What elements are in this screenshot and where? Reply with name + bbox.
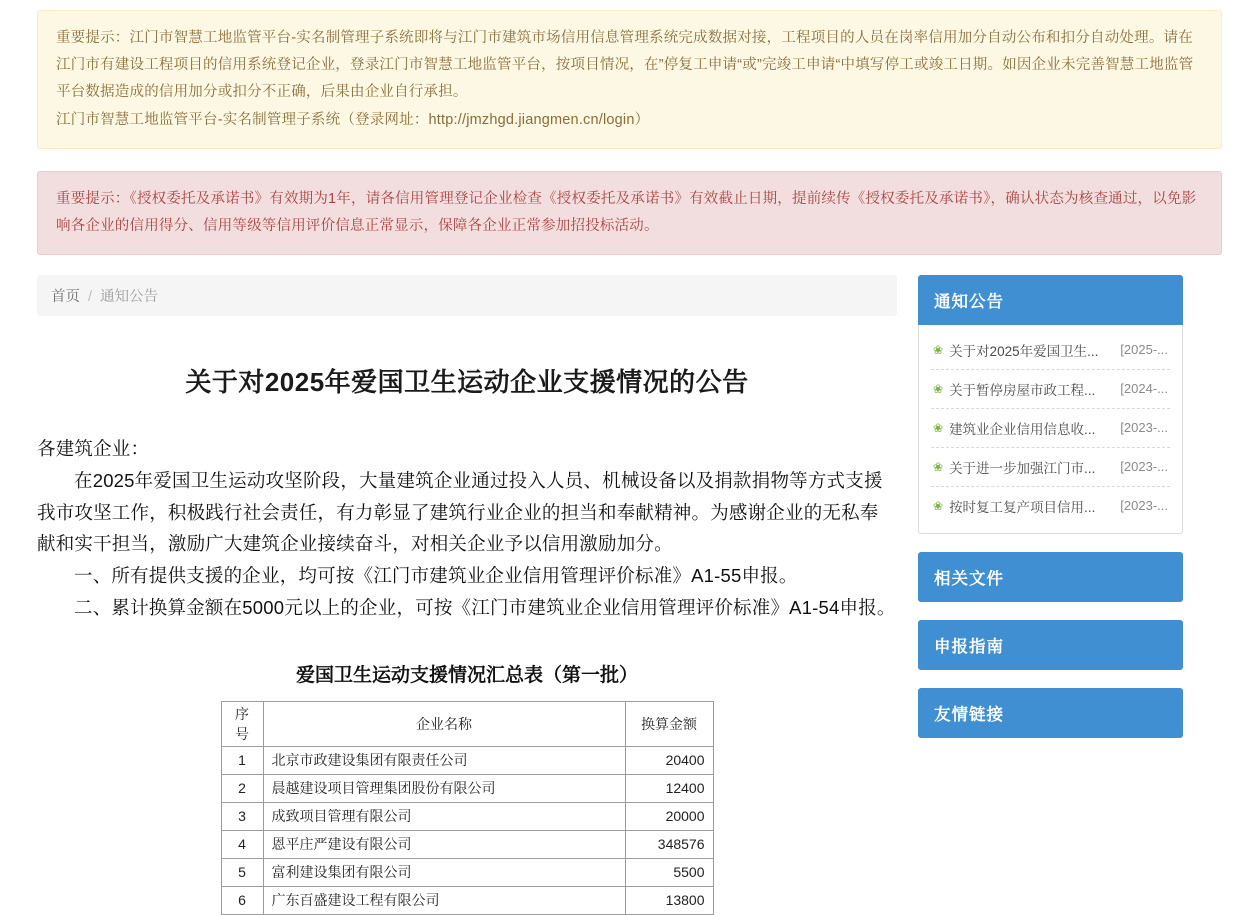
list-item-title: 关于对2025年爱国卫生... bbox=[949, 343, 1099, 359]
sidebar-panel-notices-header: 通知公告 bbox=[918, 275, 1183, 325]
article-body bbox=[37, 433, 897, 624]
list-item-title: 关于暂停房屋市政工程... bbox=[949, 382, 1096, 398]
table-cell-amount: 12400 bbox=[625, 774, 713, 802]
leaf-icon: ❀ bbox=[933, 420, 944, 435]
page-title: 关于对2025年爱国卫生运动企业支援情况的公告 bbox=[185, 366, 749, 397]
table-header-amount: 换算金额 bbox=[625, 701, 713, 746]
table-header-index: 序号 bbox=[221, 701, 263, 746]
table-row bbox=[221, 774, 713, 802]
table-row bbox=[221, 858, 713, 886]
table-cell-index: 1 bbox=[221, 746, 263, 774]
list-item-date: [2025-... bbox=[1120, 342, 1168, 358]
support-summary-table bbox=[221, 701, 714, 915]
list-item[interactable] bbox=[931, 409, 1170, 448]
notice-banner-yellow-line2-text: 江门市智慧工地监管平台-实名制管理子系统（登录网址： bbox=[56, 112, 429, 129]
article-paragraph: 各建筑企业： bbox=[37, 437, 150, 459]
smart-site-login-link[interactable]: http://jmzhgd.jiangmen.cn/login bbox=[428, 112, 635, 129]
content-wrapper bbox=[37, 275, 1222, 915]
list-item-date: [2024-... bbox=[1120, 381, 1168, 397]
table-cell-company: 晨越建设项目管理集团股份有限公司 bbox=[263, 774, 625, 802]
breadcrumb-separator: / bbox=[88, 288, 93, 305]
sidebar-panel-notices bbox=[918, 275, 1183, 534]
list-item-date: [2023-... bbox=[1120, 459, 1168, 475]
table-cell-company: 广东百盛建设工程有限公司 bbox=[263, 886, 625, 914]
list-item[interactable] bbox=[931, 370, 1170, 409]
table-caption: 爱国卫生运动支援情况汇总表（第一批） bbox=[295, 664, 638, 686]
table-cell-index: 3 bbox=[221, 802, 263, 830]
table-header-row bbox=[221, 701, 713, 746]
table-cell-company: 北京市政建设集团有限责任公司 bbox=[263, 746, 625, 774]
article-paragraph: 二、累计换算金额在5000元以上的企业，可按《江门市建筑业企业信用管理评价标准》A1-54申报。 bbox=[74, 596, 896, 618]
list-item-title: 关于进一步加强江门市... bbox=[949, 460, 1096, 476]
leaf-icon: ❀ bbox=[933, 381, 944, 396]
table-cell-company: 恩平庄严建设有限公司 bbox=[263, 830, 625, 858]
breadcrumb-home-link[interactable]: 首页 bbox=[51, 288, 80, 305]
notice-banner-yellow-line2 bbox=[56, 107, 1203, 134]
table-cell-company: 富利建设集团有限公司 bbox=[263, 858, 625, 886]
table-header-company: 企业名称 bbox=[263, 701, 625, 746]
notice-banner-yellow-line2-suffix: ） bbox=[634, 112, 650, 129]
notice-banner-red bbox=[37, 171, 1222, 255]
table-cell-amount: 13800 bbox=[625, 886, 713, 914]
notice-banner-yellow bbox=[37, 10, 1222, 149]
table-cell-index: 5 bbox=[221, 858, 263, 886]
list-item-title: 按时复工复产项目信用... bbox=[949, 499, 1096, 515]
breadcrumb bbox=[37, 275, 897, 316]
breadcrumb-current: 通知公告 bbox=[100, 288, 159, 305]
sidebar-panel-friendly-links[interactable]: 友情链接 bbox=[918, 688, 1183, 738]
list-item-date: [2023-... bbox=[1120, 498, 1168, 514]
list-item-date: [2023-... bbox=[1120, 420, 1168, 436]
list-item-title: 建筑业企业信用信息收... bbox=[949, 421, 1096, 437]
sidebar-panel-notices-body bbox=[918, 325, 1183, 534]
table-row bbox=[221, 830, 713, 858]
table-row bbox=[221, 886, 713, 914]
table-cell-amount: 348576 bbox=[625, 830, 713, 858]
leaf-icon: ❀ bbox=[933, 459, 944, 474]
table-cell-company: 成致项目管理有限公司 bbox=[263, 802, 625, 830]
list-item[interactable] bbox=[931, 448, 1170, 487]
table-cell-amount: 20400 bbox=[625, 746, 713, 774]
leaf-icon: ❀ bbox=[933, 498, 944, 513]
table-cell-amount: 5500 bbox=[625, 858, 713, 886]
sidebar-panel-related-documents[interactable]: 相关文件 bbox=[918, 552, 1183, 602]
article-paragraph: 在2025年爱国卫生运动攻坚阶段，大量建筑企业通过投入人员、机械设备以及捐款捐物等方式支援我市攻坚工作，积极践行社会责任，有力彰显了建筑行业企业的担当和奉献精神。为感谢企业的无私奉献和实干担当，激励广大建筑企业接续奋斗，对相关企业予以信用激励加分。 bbox=[37, 469, 883, 555]
table-row bbox=[221, 746, 713, 774]
sidebar bbox=[918, 275, 1183, 738]
list-item[interactable] bbox=[931, 487, 1170, 525]
article-paragraph: 一、所有提供支援的企业，均可按《江门市建筑业企业信用管理评价标准》A1-55申报。 bbox=[74, 565, 798, 587]
notice-banner-red-line1: 重要提示：《授权委托及承诺书》有效期为1年，请各信用管理登记企业检查《授权委托及承诺书》有效截止日期，提前续传《授权委托及承诺书》，确认状态为核查通过，以免影响各企业的信用得分、信用等级等信用评价信息正常显示，保障各企业正常参加招投标活动。 bbox=[56, 191, 1197, 235]
notice-banner-yellow-line1: 重要提示：江门市智慧工地监管平台-实名制管理子系统即将与江门市建筑市场信用信息管理系统完成数据对接，工程项目的人员在岗率信用加分自动公布和扣分自动处理。请在江门市有建设工程项目的信用系统登记企业，登录江门市智慧工地监管平台，按项目情况，在”停复工申请“或”完竣工申请“中填写停工或竣工日期。如因企业未完善智慧工地监管平台数据造成的信用加分或扣分不正确，后果由企业自行承担。 bbox=[56, 30, 1194, 100]
table-cell-index: 6 bbox=[221, 886, 263, 914]
leaf-icon: ❀ bbox=[933, 342, 944, 357]
table-row bbox=[221, 802, 713, 830]
table-cell-amount: 20000 bbox=[625, 802, 713, 830]
list-item[interactable] bbox=[931, 331, 1170, 370]
sidebar-panel-application-guide[interactable]: 申报指南 bbox=[918, 620, 1183, 670]
page-root bbox=[0, 10, 1259, 915]
table-cell-index: 4 bbox=[221, 830, 263, 858]
main-column bbox=[37, 275, 897, 915]
table-cell-index: 2 bbox=[221, 774, 263, 802]
